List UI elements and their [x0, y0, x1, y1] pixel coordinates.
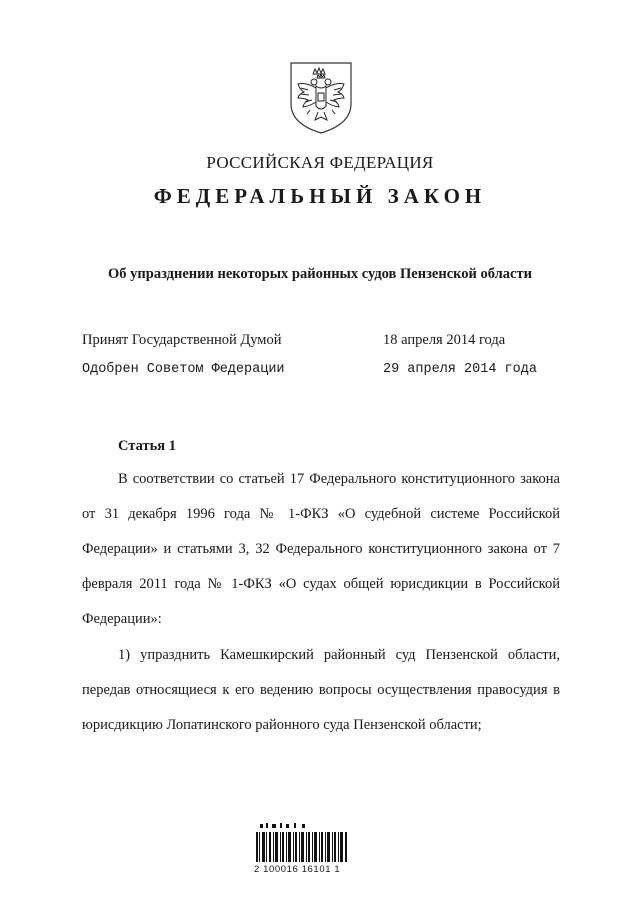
article-heading: Статья 1	[118, 438, 176, 454]
council-label: Одобрен Советом Федерации	[82, 362, 285, 377]
adoption-duma-row	[82, 332, 506, 349]
law-title: Об упразднении некоторых районных судов Пензенской области	[108, 266, 532, 282]
duma-date: 18 апреля 2014 года	[383, 332, 506, 348]
council-date: 29 апреля 2014 года	[383, 362, 537, 377]
country-name: РОССИЙСКАЯ ФЕДЕРАЦИЯ	[206, 153, 434, 172]
document-type: ФЕДЕРАЛЬНЫЙ ЗАКОН	[153, 184, 487, 208]
duma-label: Принят Государственной Думой	[82, 332, 282, 348]
article-paragraph-1: В соответствии со статьей 17 Федерального конституционного закона от 31 декабря 1996 года № 1-ФКЗ «О судебной системе Российской Федерации» и статьями 3, 32 Федерального конституционного закона от 7 февраля 2011 года № 1-ФКЗ «О судах общей юрисдикции в Российской Федерации»:	[82, 471, 560, 627]
adoption-council-row	[82, 362, 537, 377]
article-paragraph-2: 1) упразднить Камешкирский районный суд Пензенской области, передав относящиеся к его ведению вопросы осуществления правосудия в юрисдикцию Лопатинского районного суда Пензенской области;	[82, 647, 560, 733]
barcode-number: 2 100016 16101 1	[254, 864, 341, 875]
barcode	[254, 822, 350, 866]
coat-of-arms-emblem	[288, 60, 354, 136]
